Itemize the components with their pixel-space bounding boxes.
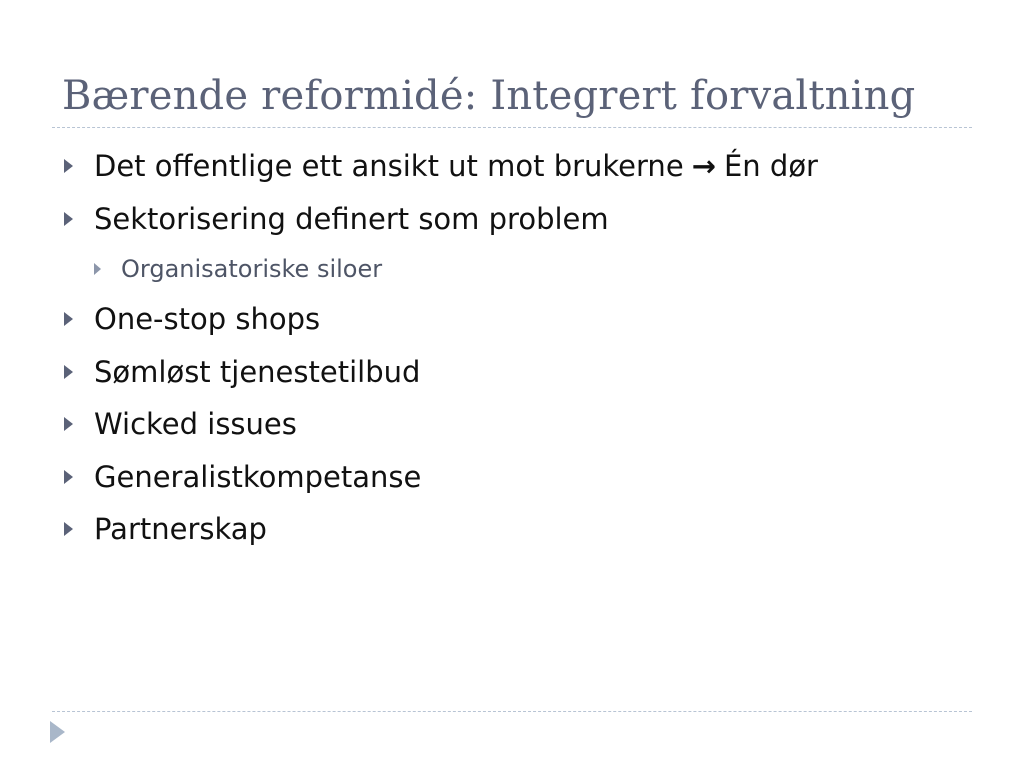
corner-triangle-icon: [50, 721, 65, 743]
bullet-text: Wicked issues: [94, 407, 297, 442]
sub-bullet-item: [62, 245, 962, 293]
bullet-text: Sektorisering definert som problem: [94, 201, 609, 236]
bullet-item: [62, 451, 962, 504]
bullet-item: [62, 193, 962, 246]
bullet-text: Generalistkompetanse: [94, 459, 422, 494]
sub-bullet-text: Organisatoriske siloer: [121, 255, 383, 283]
bullet-item: [62, 293, 962, 346]
bullet-text: Det offentlige ett ansikt ut mot brukerne: [94, 149, 684, 184]
bullet-item: [62, 140, 962, 193]
arrow-right-icon: →: [691, 149, 716, 184]
bullet-text: Sømløst tjenestetilbud: [94, 354, 421, 389]
bullet-item: [62, 503, 962, 556]
bullet-triangle-icon: [64, 470, 73, 484]
bullet-triangle-icon: [64, 212, 73, 226]
bullet-text: Partnerskap: [94, 512, 267, 547]
bullet-triangle-icon: [64, 312, 73, 326]
bullet-text: One-stop shops: [94, 302, 321, 337]
title-divider: [52, 127, 972, 128]
bullet-text: Én dør: [723, 149, 818, 184]
slide-title: Bærende reformidé: Integrert forvaltning: [62, 73, 916, 119]
bullet-triangle-icon: [64, 417, 73, 431]
sub-bullet-triangle-icon: [94, 263, 101, 275]
bullet-triangle-icon: [64, 522, 73, 536]
bullet-triangle-icon: [64, 365, 73, 379]
footer-divider: [52, 711, 972, 712]
bullet-item: [62, 346, 962, 399]
bullet-list: [62, 140, 962, 556]
bullet-item: [62, 398, 962, 451]
bullet-triangle-icon: [64, 159, 73, 173]
